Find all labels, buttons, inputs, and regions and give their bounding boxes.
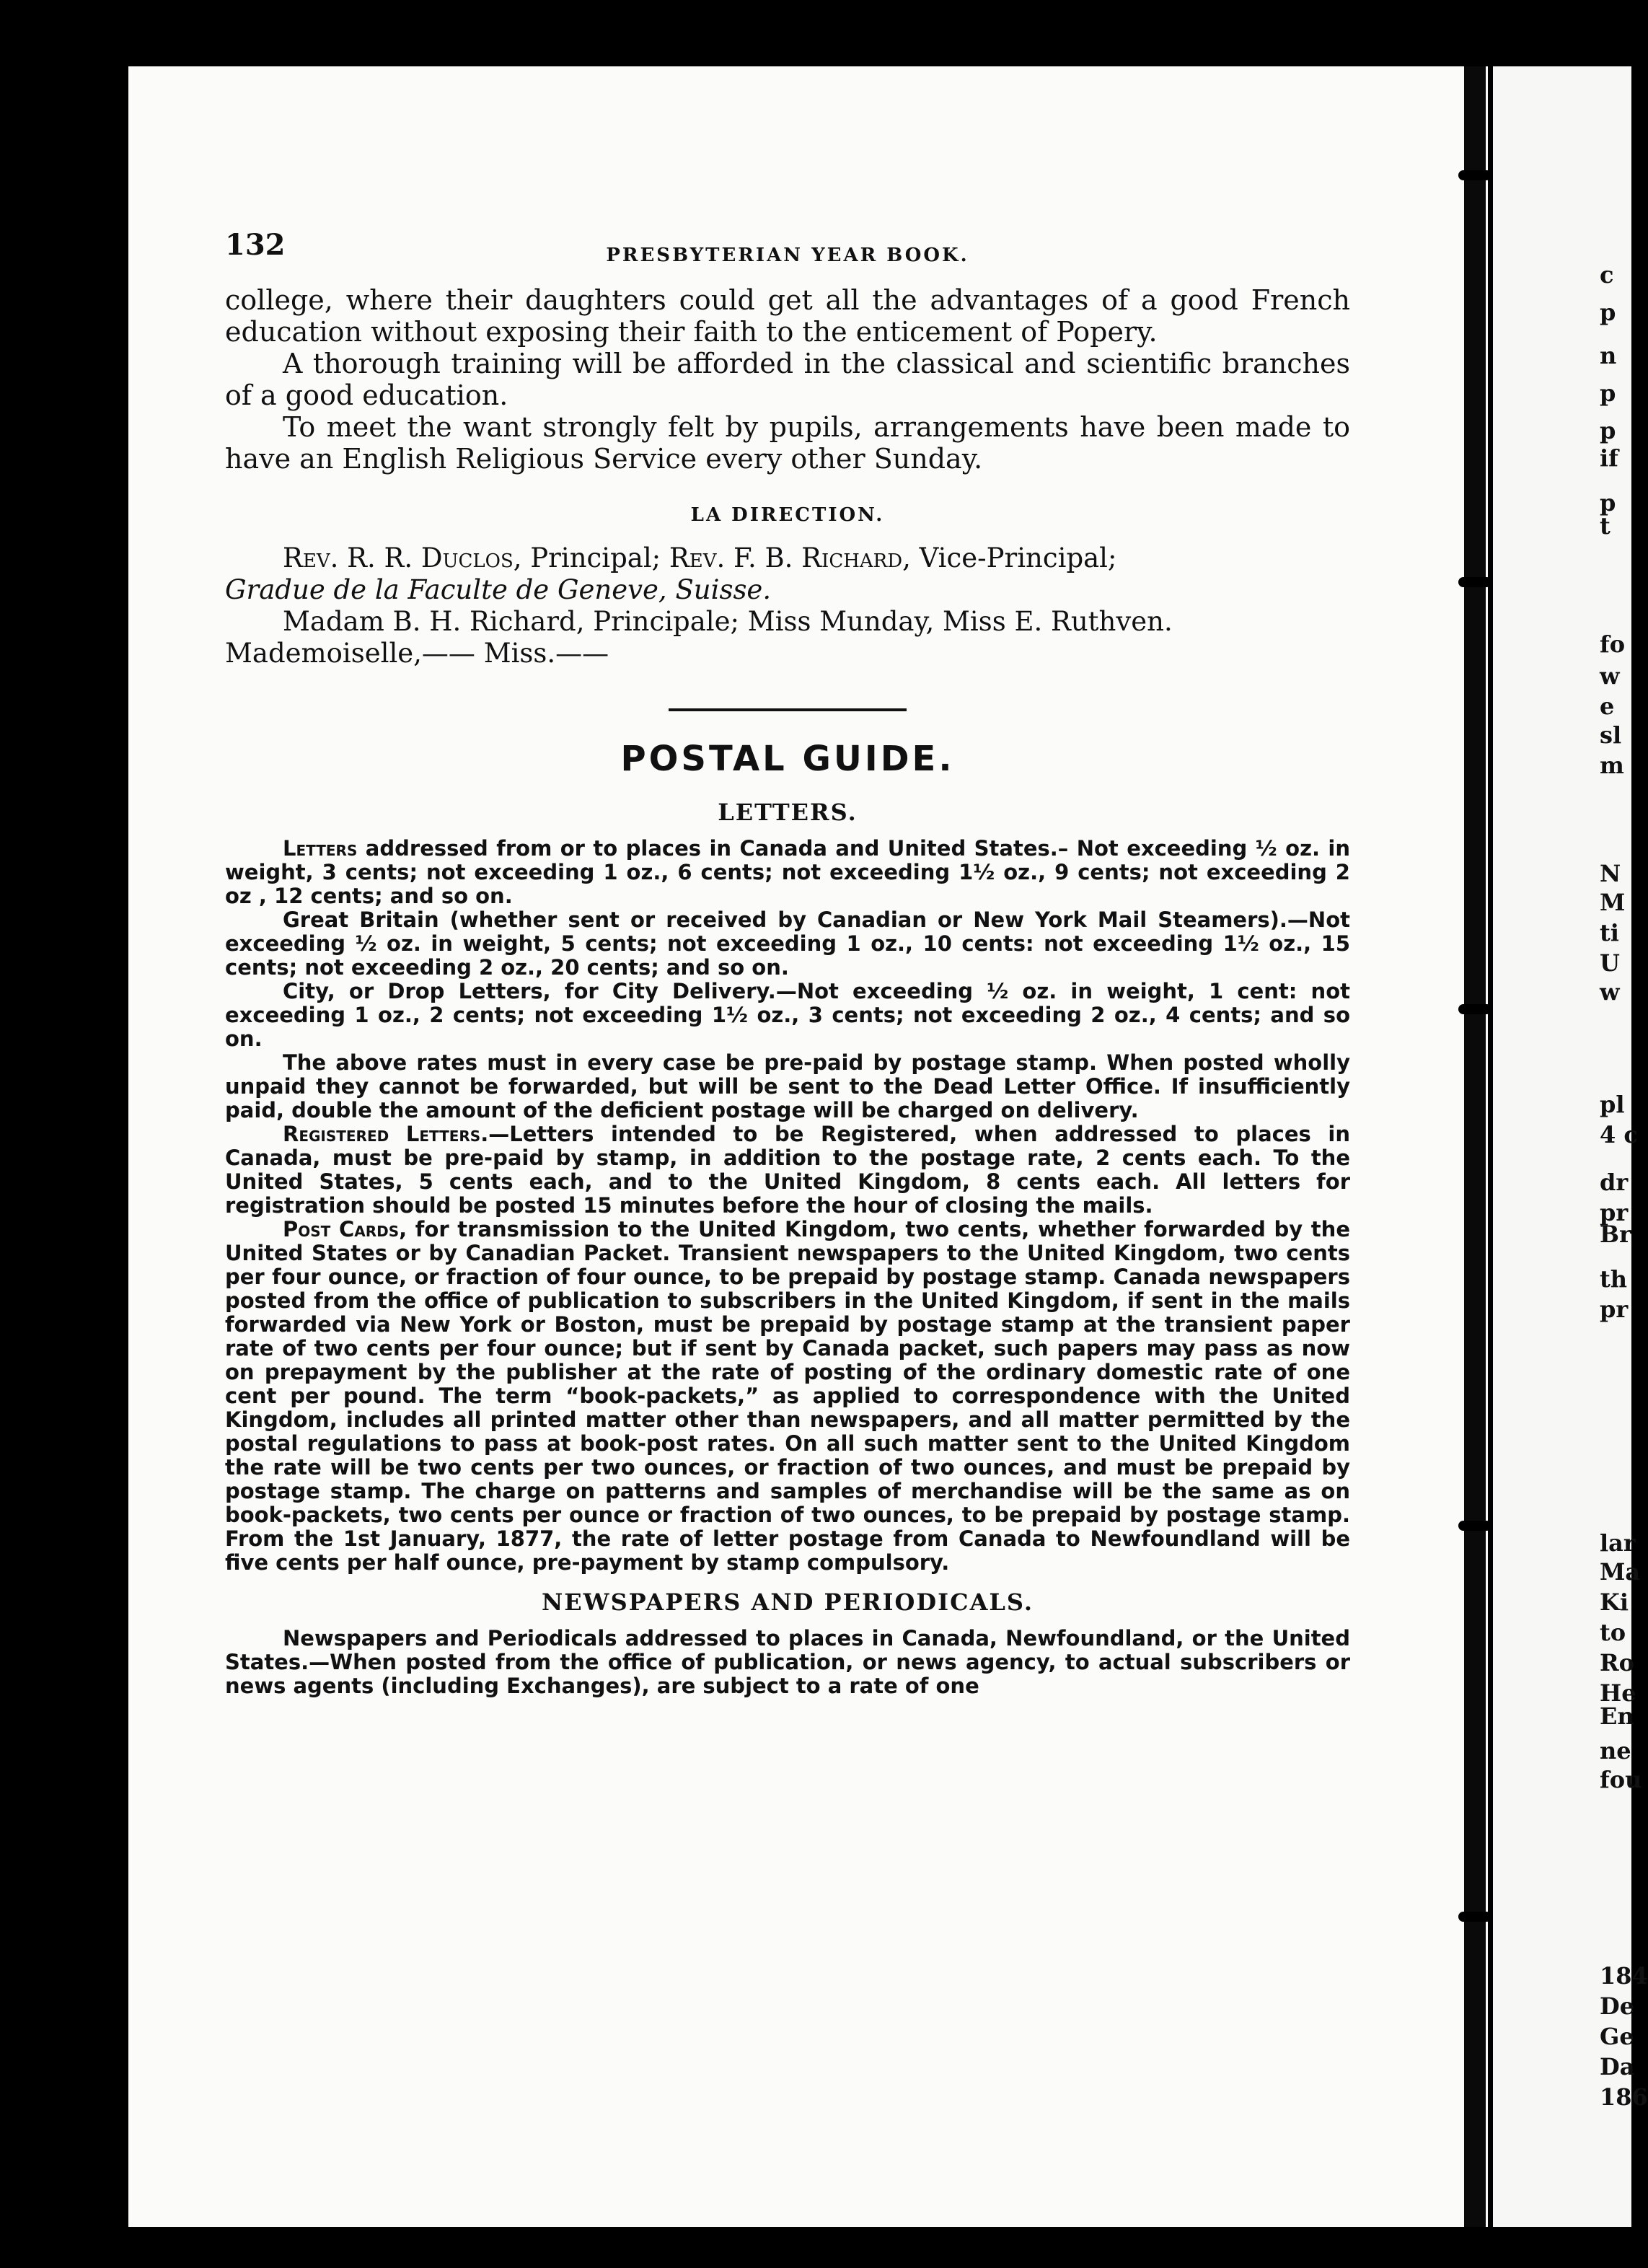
direction-line: Madam B. H. Richard, Principale; Miss Munday, Miss E. Ruthven. — [283, 606, 1173, 637]
book-binding — [1464, 66, 1486, 2227]
facing-page-fragment: th — [1600, 1265, 1628, 1293]
facing-page-edge — [1493, 66, 1648, 2227]
newspapers-heading: NEWSPAPERS AND PERIODICALS. — [541, 1588, 1034, 1616]
facing-page-fragment: fou — [1600, 1766, 1642, 1793]
postal-paragraph — [225, 1218, 1350, 1575]
facing-page-fragment: ne — [1600, 1737, 1631, 1764]
facing-page-fragment: pr — [1600, 1199, 1629, 1226]
intro-paragraph: A thorough training will be afforded in the classical and scientific branches of a good education. — [225, 348, 1350, 411]
paragraph-lead: Letters — [283, 836, 358, 861]
facing-page-fragment: pr — [1600, 1296, 1629, 1323]
running-head: PRESBYTERIAN YEAR BOOK. — [606, 245, 969, 266]
facing-page-fragment: p — [1600, 299, 1616, 326]
facing-page-fragment: M — [1600, 889, 1626, 916]
postal-paragraph — [225, 1122, 1350, 1218]
page-number: 132 — [225, 228, 286, 262]
facing-page-fragment: En — [1600, 1702, 1634, 1730]
facing-page-fragment: 186 — [1600, 2083, 1648, 2111]
postal-paragraph: Newspapers and Periodicals addressed to places in Canada, Newfoundland, or the United States.—When posted from the office of publication, or news agency, to actual subscribers or news agents (including Exchanges), are subject to a rate of one — [225, 1626, 1350, 1698]
paragraph-text: addressed from or to places in Canada and United States.– Not exceeding ½ oz. in weight, 3 cents; not exceeding 1 oz., 6 cents; not exceeding 1½ oz., 9 cents; not exceeding 2 oz , 12 cents; and so on. — [225, 836, 1350, 908]
facing-page-fragment: N — [1600, 860, 1621, 887]
vice-principal-name: Rev. F. B. Richard — [669, 542, 903, 573]
principal-name: Rev. R. R. Duclos — [283, 542, 514, 573]
facing-page-fragment: c — [1600, 261, 1614, 289]
facing-page-fragment: U — [1600, 949, 1620, 977]
facing-page-fragment: Br — [1600, 1221, 1631, 1248]
postal-paragraph: City, or Drop Letters, for City Delivery.—Not exceeding ½ oz. in weight, 1 cent: not exceeding 1 oz., 2 cents; not exceeding 1½ oz., 3 cents; not exceeding 2 oz., 4 cents; and so on. — [225, 979, 1350, 1051]
facing-page-fragment: pl — [1600, 1091, 1625, 1118]
postal-guide-body — [225, 837, 1350, 1575]
facing-page-fragment: t — [1600, 512, 1610, 540]
binding-stitch — [1458, 170, 1491, 180]
intro-paragraph: To meet the want strongly felt by pupils, arrangements have been made to have an English Religious Service every other Sunday. — [225, 411, 1350, 475]
direction-heading: LA DIRECTION. — [690, 504, 885, 526]
facing-page-fragment: dr — [1600, 1169, 1629, 1196]
facing-page-fragment: n — [1600, 342, 1617, 369]
facing-page-fragment: to — [1600, 1619, 1626, 1646]
facing-page-fragment: De — [1600, 1992, 1635, 2020]
postal-paragraph: The above rates must in every case be pre-paid by postage stamp. When posted wholly unpaid they cannot be forwarded, but will be sent to the Dead Letter Office. If insufficiently paid, double the amount of the deficient postage will be charged on delivery. — [225, 1050, 1350, 1122]
facing-page-fragment: e — [1600, 693, 1615, 720]
facing-page-fragment: w — [1600, 978, 1620, 1006]
facing-page-fragment: p — [1600, 379, 1616, 407]
letters-heading: LETTERS. — [718, 799, 858, 826]
facing-page-fragment: sl — [1600, 721, 1622, 749]
postal-paragraph: Great Britain (whether sent or received by Canadian or New York Mail Steamers).—Not exceeding ½ oz. in weight, 5 cents; not exceeding 1 oz., 10 cents: not exceeding 1½ oz., 15 cents; not exceeding 2 oz., 20 cents; and so on. — [225, 907, 1350, 980]
paragraph-lead: Registered Letters. — [283, 1122, 489, 1146]
page-content — [225, 228, 1350, 1698]
binding-stitch — [1458, 577, 1491, 587]
facing-page-fragment: fo — [1600, 630, 1626, 658]
facing-page-fragment: m — [1600, 752, 1624, 779]
facing-page-fragment: w — [1600, 662, 1620, 690]
facing-page-fragment: 184 — [1600, 1962, 1648, 1990]
facing-page-fragment: lar — [1600, 1529, 1636, 1557]
intro-paragraph: college, where their daughters could get all the advantages of a good French education without exposing their faith to the enticement of Popery. — [225, 284, 1350, 348]
facing-page-fragment: Ro — [1600, 1649, 1634, 1676]
paragraph-text: , for transmission to the United Kingdom, two cents, whether forwarded by the United States or by Canadian Packet. Transient newspapers to the United Kingdom, two cents per four ounce, or fraction of four ounce, to be prepaid by postage stamp. Canada newspapers posted from the office of publication to subscribers in the United Kingdom, if sent in the mails forwarded via New York or Boston, must be prepaid by postage stamp at the transient paper rate of two cents per four ounce; but if sent by Canada packet, such papers may pass as now on prepayment by the publisher at the rate of posting of the ordinary domestic rate of one cent per pound. The term “book-packets,” as applied to correspondence with the United Kingdom, includes all printed matter other than newspapers, and all matter permitted by the postal regulations to pass at book-post rates. On all such matter sent to the United Kingdom the rate will be two cents per two ounces, or fraction of two ounces, and must be prepaid by postage stamp. The charge on patterns and samples of merchandise will be the same as on book-packets, two cents per ounce or fraction of two ounces, to be prepaid by postage stamp. From the 1st January, 1877, the rate of letter postage from Canada to Newfoundland will be five cents per half ounce, pre-payment by stamp compulsory. — [225, 1217, 1350, 1575]
section-divider — [669, 708, 907, 711]
newspapers-body — [225, 1627, 1350, 1698]
facing-page-fragment: 4 c — [1600, 1121, 1638, 1148]
binding-stitch — [1458, 1004, 1491, 1014]
facing-page-fragment: Ma — [1600, 1558, 1641, 1586]
direction-line — [225, 542, 1350, 574]
facing-page-fragment: ti — [1600, 919, 1619, 946]
vice-principal-title: , Vice-Principal; — [902, 542, 1117, 573]
facing-page-fragment: Ki — [1600, 1588, 1629, 1616]
facing-page-fragment: Da — [1600, 2053, 1635, 2080]
facing-page-fragment: p — [1600, 417, 1616, 444]
direction-line: Gradue de la Faculte de Geneve, Suisse. — [225, 574, 772, 605]
binding-stitch — [1458, 1521, 1491, 1531]
postal-paragraph — [225, 837, 1350, 908]
intro-section — [225, 284, 1350, 475]
direction-list — [225, 542, 1350, 669]
facing-page-fragment: if — [1600, 444, 1618, 472]
direction-line: Mademoiselle,—— Miss.—— — [225, 638, 609, 669]
facing-page-fragment: p — [1600, 489, 1616, 517]
page-header — [225, 228, 1350, 274]
binding-stitch — [1458, 1912, 1491, 1922]
paragraph-lead: Post Cards — [283, 1217, 400, 1241]
facing-page-fragment: He — [1600, 1679, 1636, 1707]
principal-title: , Principal; — [513, 542, 669, 573]
paragraph-text: —Letters intended to be Registered, when addressed to places in Canada, must be pre-paid by stamp, in addition to the postage rate, 2 cents each. To the United States, 5 cents each, and to the United Kingdom, 8 cents each. All letters for registration should be posted 15 minutes before the hour of closing the mails. — [225, 1122, 1350, 1218]
facing-page-fragment: Ge — [1600, 2023, 1634, 2050]
postal-guide-title: POSTAL GUIDE. — [620, 739, 955, 779]
